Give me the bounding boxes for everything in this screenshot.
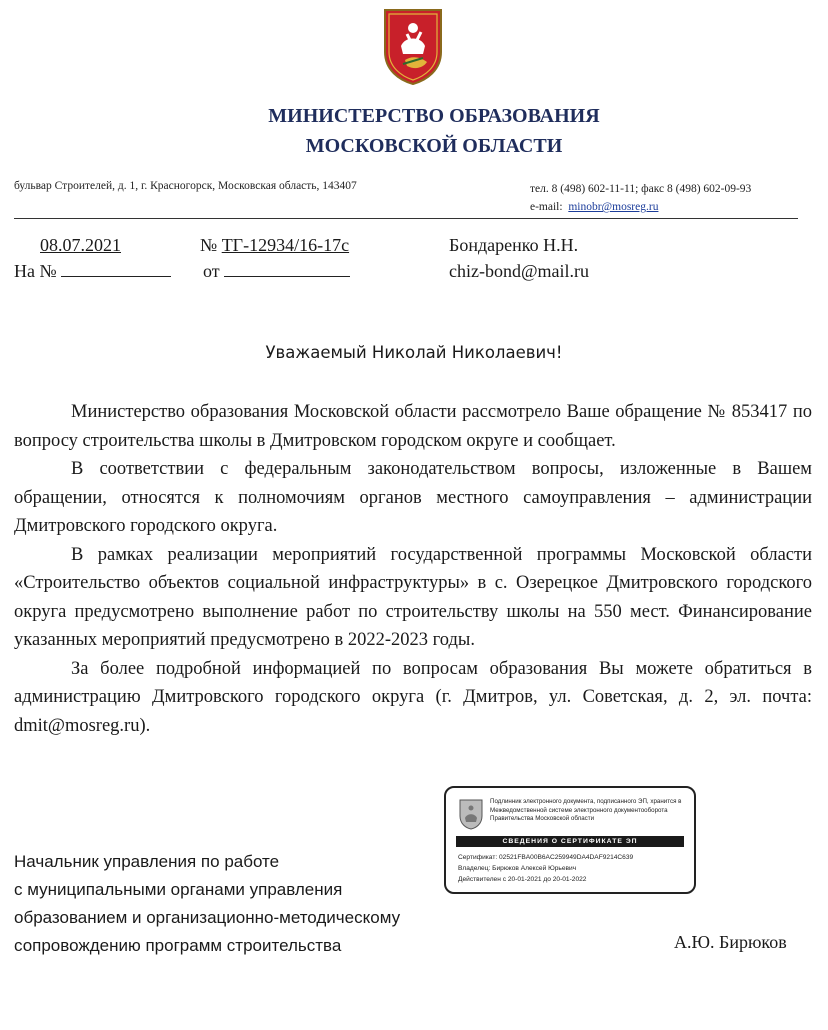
electronic-signature-stamp: [444, 786, 696, 894]
email-label: e-mail:: [530, 201, 563, 213]
stamp-note: Подлинник электронного документа, подписанного ЭП, хранится в Межведомственной системе электронного документооборота Правительства Московской области: [490, 798, 682, 822]
signatory-position: [14, 848, 474, 960]
registration-number-field: [200, 232, 349, 258]
recipient-name: Бондаренко Н.Н.: [449, 235, 579, 255]
position-line: сопровождению программ строительства: [14, 936, 342, 955]
position-line: образованием и организационно-методическому: [14, 908, 401, 927]
phone-fax: тел. 8 (498) 602-11-11; факс 8 (498) 602-09-93: [530, 183, 752, 195]
ministry-address: бульвар Строителей, д. 1, г. Красногорск, Московская область, 143407: [14, 180, 357, 192]
signatory-name: А.Ю. Бирюков: [674, 932, 787, 952]
body-paragraph: В рамках реализации мероприятий государственной программы Московской области «Строительство объектов социальной инфраструктуры» в с. Озерецкое Дмитровского городского округа предусмотрено выполнение работ по строительству школы на 550 мест. Финансирование указанных мероприятий предусмотрено в 2022-2023 годы.: [14, 544, 812, 650]
body-paragraph: За более подробной информацией по вопросам образования Вы можете обратиться в администрацию Дмитровского городского округа (г. Дмитров, ул. Советская, д. 2, эл. почта: dmit@mosreg.ru).: [14, 658, 812, 736]
ministry-contacts: [530, 180, 751, 216]
position-line: Начальник управления по работе: [14, 852, 280, 871]
position-line: с муниципальными органами управления: [14, 880, 343, 899]
number-label: №: [200, 235, 218, 255]
ot-label: от: [203, 261, 220, 281]
registration-date-field: [14, 232, 149, 258]
coat-of-arms-icon: [381, 6, 445, 86]
incoming-date-field: [203, 258, 350, 284]
registration-number: ТГ-12934/16-17с: [221, 235, 350, 255]
email-row: [530, 198, 751, 216]
incoming-date-blank: [224, 258, 350, 277]
body-paragraph: Министерство образования Московской области рассмотрело Ваше обращение № 853417 по вопросу строительства школы в Дмитровском городском округе и сообщает.: [14, 402, 812, 451]
stamp-owner: Владелец: Бирюков Алексей Юрьевич: [458, 865, 577, 872]
header-divider: [14, 218, 798, 219]
registration-date: 08.07.2021: [40, 235, 121, 255]
stamp-header: СВЕДЕНИЯ О СЕРТИФИКАТЕ ЭП: [456, 836, 684, 847]
stamp-certificate: Сертификат: 02521FBA00B6AC259949DA4DAF9214C639: [458, 854, 634, 861]
na-label: На №: [14, 261, 57, 281]
stamp-validity: Действителен с 20-01-2021 до 20-01-2022: [458, 876, 587, 883]
incoming-number-field: [14, 258, 171, 284]
ministry-email-link[interactable]: minobr@mosreg.ru: [568, 201, 659, 213]
letter-body: [14, 398, 812, 740]
greeting: Уважаемый Николай Николаевич!: [265, 343, 563, 362]
ministry-name-line1: МИНИСТЕРСТВО ОБРАЗОВАНИЯ: [268, 105, 600, 127]
body-paragraph: В соответствии с федеральным законодательством вопросы, изложенные в Вашем обращении, относятся к полномочиям органов местного самоуправления – администрации Дмитровского городского округа.: [14, 459, 812, 536]
ministry-name-line2: МОСКОВСКОЙ ОБЛАСТИ: [305, 135, 563, 157]
recipient-email: chiz-bond@mail.ru: [449, 261, 590, 281]
stamp-emblem-icon: [458, 798, 484, 830]
incoming-number-blank: [61, 258, 171, 277]
